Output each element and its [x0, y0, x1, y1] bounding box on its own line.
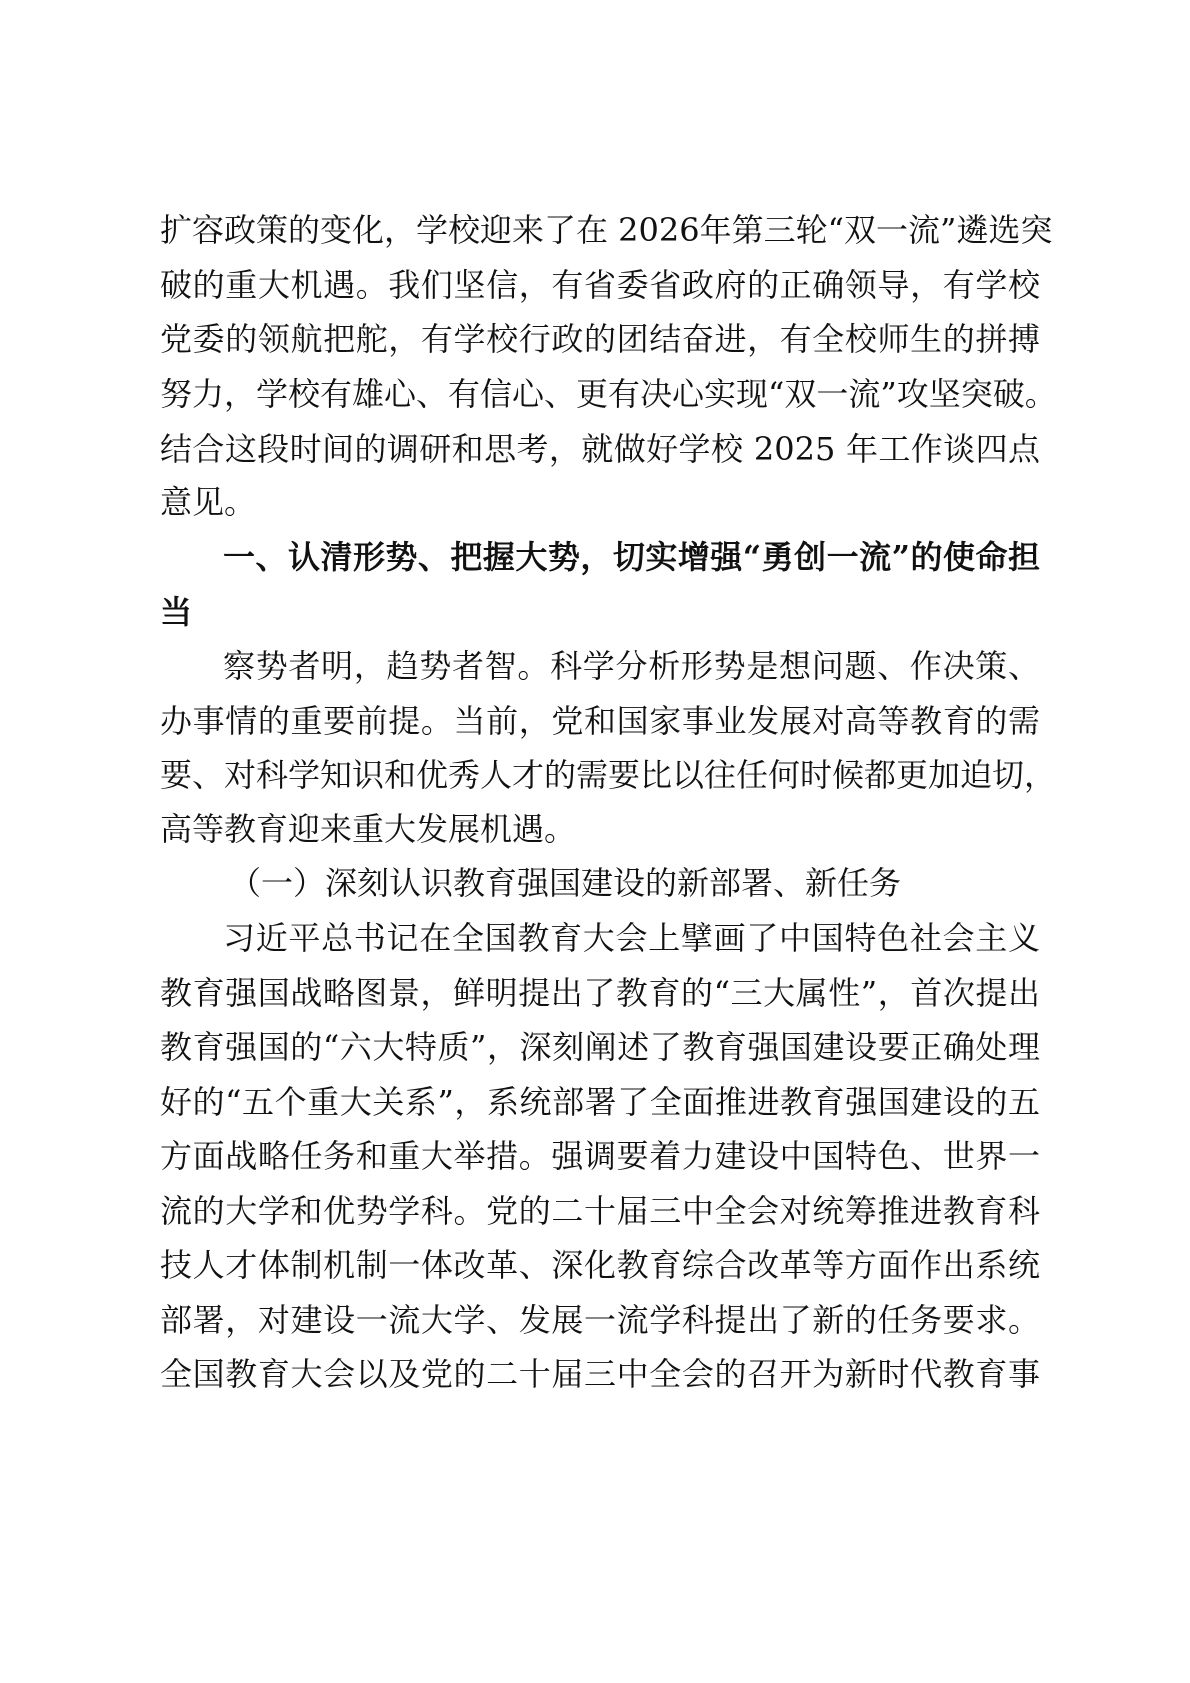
paragraph-line: 破的重大机遇。我们坚信，有省委省政府的正确领导，有学校	[160, 266, 1040, 304]
paragraph-line: 党委的领航把舵，有学校行政的团结奋进，有全校师生的拼搏	[160, 320, 1040, 358]
paragraph-line: 部署，对建设一流大学、发展一流学科提出了新的任务要求。	[160, 1301, 1040, 1339]
paragraph-line: 好的“五个重大关系”，系统部署了全面推进教育强国建设的五	[160, 1083, 1040, 1121]
paragraph-line: 流的大学和优势学科。党的二十届三中全会对统筹推进教育科	[160, 1192, 1040, 1230]
paragraph-line: 努力，学校有雄心、有信心、更有决心实现“双一流”攻坚突破。	[160, 375, 1057, 413]
paragraph-line: 教育强国战略图景，鲜明提出了教育的“三大属性”，首次提出	[160, 974, 1040, 1012]
paragraph-line: 意见。	[160, 483, 257, 521]
paragraph-line: 扩容政策的变化，学校迎来了在 2026年第三轮“双一流”遴选突	[160, 211, 1053, 249]
paragraph-line: 习近平总书记在全国教育大会上擘画了中国特色社会主义	[223, 919, 1040, 957]
paragraph-line: 高等教育迎来重大发展机遇。	[160, 810, 577, 848]
paragraph-line: 技人才体制机制一体改革、深化教育综合改革等方面作出系统	[160, 1246, 1040, 1284]
paragraph-line: 教育强国的“六大特质”，深刻阐述了教育强国建设要正确处理	[160, 1028, 1040, 1066]
subsection-heading: （一）深刻认识教育强国建设的新部署、新任务	[229, 864, 902, 902]
paragraph-line: 办事情的重要前提。当前，党和国家事业发展对高等教育的需	[160, 702, 1040, 740]
paragraph-line: 结合这段时间的调研和思考，就做好学校 2025 年工作谈四点	[160, 430, 1040, 468]
paragraph-line: 方面战略任务和重大举措。强调要着力建设中国特色、世界一	[160, 1137, 1040, 1175]
section-heading: 当	[160, 593, 193, 631]
paragraph-line: 全国教育大会以及党的二十届三中全会的召开为新时代教育事	[160, 1355, 1040, 1393]
paragraph-line: 察势者明，趋势者智。科学分析形势是想问题、作决策、	[223, 647, 1040, 685]
paragraph-line: 要、对科学知识和优秀人才的需要比以往任何时候都更加迫切，	[160, 756, 1057, 794]
section-heading: 一、认清形势、把握大势，切实增强“勇创一流”的使命担	[223, 538, 1040, 576]
